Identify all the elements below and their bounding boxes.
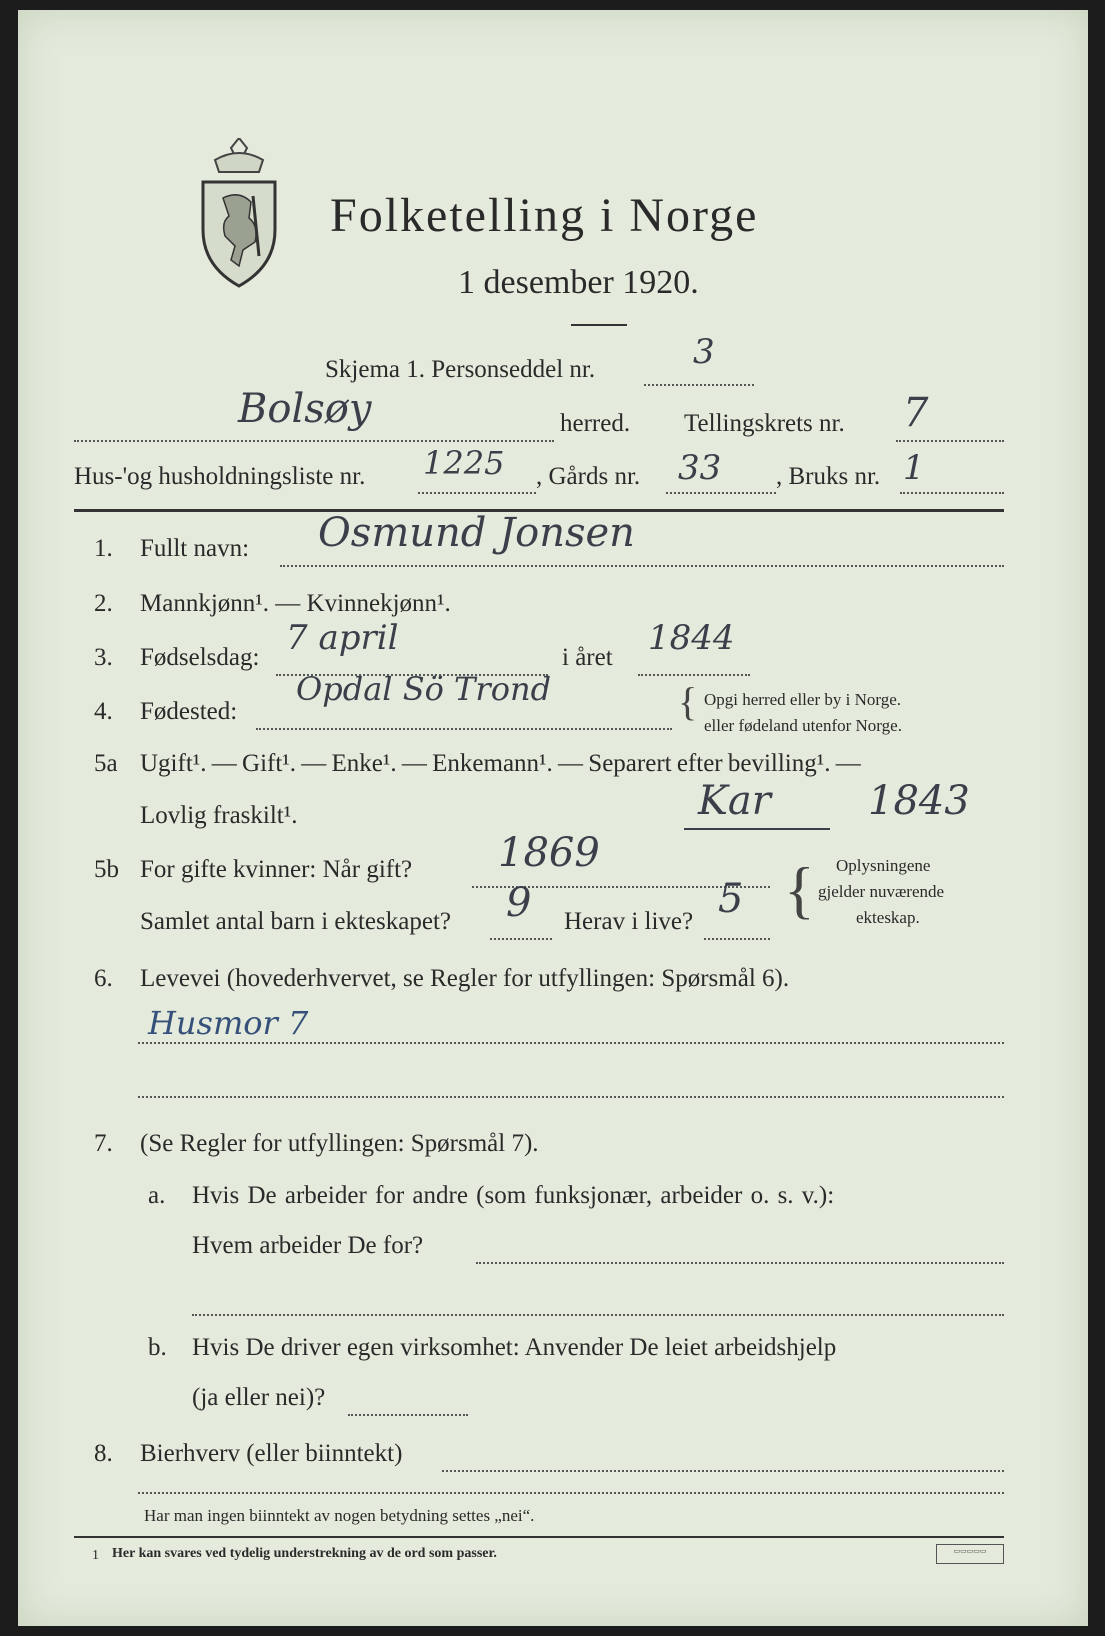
tellingskrets-label: Tellingskrets nr. [684,410,845,437]
tellingskrets-value: 7 [903,390,929,436]
q7b-label: Hvis De driver egen virksomhet: Anvender De leiet arbeidshjelp [192,1334,837,1361]
q7a-dotted-line-2 [192,1314,1004,1316]
q8-dotted-line-2 [138,1492,1004,1494]
herred-dotted-line [74,440,554,442]
hus-dotted-line [418,492,536,494]
q5b-label: For gifte kvinner: Når gift? [140,856,413,883]
q7a-dotted-line-1 [476,1262,1004,1264]
gards-dotted-line [666,492,776,494]
tellingskrets-dotted-line [896,440,1004,442]
q3-year-label: i året [562,644,613,671]
schema-label: Skjema 1. Personseddel nr. [325,356,596,383]
q4-number: 4. [94,698,113,725]
q5b-note-line-2: gjelder nuværende [818,882,945,901]
q5b-number: 5b [94,856,119,883]
q4-dotted-line [256,728,672,730]
q5a-extra-name: Kar [698,778,771,824]
footnote: Her kan svares ved tydelig understrekning av de ord som passer. [112,1546,497,1561]
q5a-label: Ugift¹. — Gift¹. — Enke¹. — Enkemann¹. — Separert efter bevilling¹. — [140,750,861,777]
q7a-label: Hvis De arbeider for andre (som funksjonær, arbeider o. s. v.): [192,1182,835,1209]
q3-value: 7 april [286,618,399,658]
form-title: Folketelling i Norge [330,189,759,242]
q3-label: Fødselsdag: [140,644,260,671]
q6-dotted-line-2 [138,1096,1004,1098]
census-form-page [18,10,1088,1626]
q5b-alive-dotted-line [704,938,770,940]
q7b-dotted-line [348,1414,468,1416]
bruks-dotted-line [900,492,1004,494]
bruks-value: 1 [903,448,925,488]
title-divider [571,324,627,326]
q4-note-brace: { [678,679,698,724]
no-income-note: Har man ingen biinntekt av nogen betydning settes „nei“. [144,1506,535,1525]
q7-label: (Se Regler for utfyllingen: Spørsmål 7). [140,1130,539,1157]
q4-label: Fødested: [140,698,238,725]
q5b-children-value: 9 [506,880,532,926]
gards-value: 33 [678,448,722,488]
q4-note-line-2: eller fødeland utenfor Norge. [704,716,902,735]
q6-number: 6. [94,965,113,992]
q1-value: Osmund Jonsen [318,510,635,556]
schema-value: 3 [693,332,715,372]
q7b-label-line-2: (ja eller nei)? [192,1384,326,1411]
q4-value: Opdal Sö Trond [296,670,552,708]
q5b-alive-value: 5 [718,876,744,922]
q5b-note-line-3: ekteskap. [856,908,920,927]
q4-note-line-1: Opgi herred eller by i Norge. [704,690,902,709]
q2-number: 2. [94,590,113,617]
schema-dotted-line [644,384,754,386]
q6-label: Levevei (hovederhvervet, se Regler for utfyllingen: Spørsmål 6). [140,965,790,992]
gards-label: , Gårds nr. [536,463,641,490]
q8-label: Bierhverv (eller biinntekt) [140,1440,403,1467]
q5b-value: 1869 [498,830,600,876]
q2-label: Mannkjønn¹. — Kvinnekjønn¹. [140,590,451,617]
printer-stamp-icon: ▭▭▭▭▭ [936,1544,1004,1564]
q5a-number: 5a [94,750,118,777]
q5a-extra-year: 1843 [868,778,970,824]
herred-value: Bolsøy [238,386,372,432]
q1-dotted-line [280,565,1004,567]
bruks-label: , Bruks nr. [776,463,881,490]
q1-number: 1. [94,535,113,562]
q6-value: Husmor 7 [148,1004,309,1042]
q7-number: 7. [94,1130,113,1157]
q5b-note-line-1: Oplysningene [836,856,931,875]
footnote-mark: 1 [92,1548,99,1563]
hus-label: Hus-'og husholdningsliste nr. [74,463,366,490]
q7a-letter: a. [148,1182,166,1209]
q3-year-value: 1844 [648,618,735,658]
q7a-label-line-2: Hvem arbeider De for? [192,1232,424,1259]
herred-label: herred. [560,410,631,437]
norwegian-coat-of-arms-icon [193,138,285,293]
q7b-letter: b. [148,1334,167,1361]
q6-dotted-line-1 [138,1042,1004,1044]
q5b-children-dotted-line [490,938,552,940]
q3-number: 3. [94,644,113,671]
q5a-label-line-2: Lovlig fraskilt¹. [140,802,298,829]
hus-value: 1225 [423,444,505,482]
footer-separator [74,1536,1004,1538]
q1-label: Fullt navn: [140,535,250,562]
q8-dotted-line-1 [442,1470,1004,1472]
q3-year-dotted-line [638,674,750,676]
q5b-note-brace: { [784,854,815,925]
q5a-extra-underline [684,828,830,830]
q8-number: 8. [94,1440,113,1467]
q5b-children-label: Samlet antal barn i ekteskapet? [140,908,451,935]
form-subtitle: 1 desember 1920. [458,264,699,301]
q5b-alive-label: Herav i live? [564,908,694,935]
